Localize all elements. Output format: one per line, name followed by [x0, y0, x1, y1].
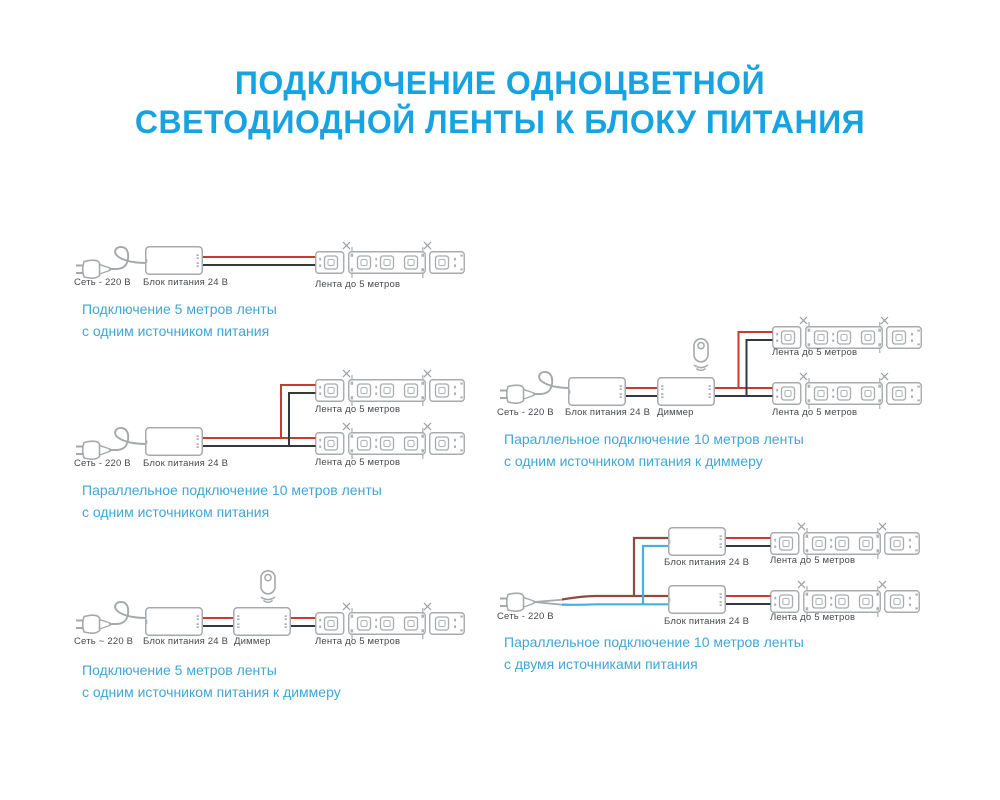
- led-strip: [316, 603, 465, 638]
- strip-label: Лента до 5 метров: [315, 457, 401, 468]
- psu-box: [145, 247, 202, 275]
- plug-icon: [500, 385, 534, 403]
- page-title-line1: ПОДКЛЮЧЕНИЕ ОДНОЦВЕТНОЙ: [234, 65, 766, 101]
- led-strip: [316, 242, 465, 277]
- strip-label: Лента до 5 метров: [770, 555, 856, 566]
- caption-line1: Параллельное подключение 10 метров ленты: [504, 634, 804, 650]
- mains-label: Сеть - 220 В: [74, 458, 131, 469]
- remote-icon: [694, 339, 708, 371]
- mains-label: Сеть - 220 В: [497, 611, 554, 622]
- diagram-5-caption: [504, 631, 804, 675]
- diagram-3-caption: [82, 659, 341, 703]
- psu-box: [668, 586, 725, 614]
- plug-icon: [76, 615, 110, 633]
- plug-icon: [500, 593, 534, 611]
- power-cord: [110, 247, 145, 269]
- page-title-line2: СВЕТОДИОДНОЙ ЛЕНТЫ К БЛОКУ ПИТАНИЯ: [134, 104, 866, 140]
- strip-label: Лента до 5 метров: [315, 279, 401, 290]
- power-cord: [534, 372, 569, 394]
- strip-label: Лента до 5 метров: [772, 407, 858, 418]
- led-strip: [316, 370, 465, 405]
- strip-label: Лента до 5 метров: [772, 347, 858, 358]
- psu-box: [568, 378, 625, 406]
- psu-box: [668, 528, 725, 556]
- psu-box: [145, 428, 202, 456]
- power-cord: [110, 428, 145, 450]
- diagram-5-graphics: [500, 523, 919, 616]
- psu-label: Блок питания 24 В: [143, 277, 229, 288]
- psu-label: Блок питания 24 В: [664, 557, 750, 568]
- diagram-1-graphics: [76, 242, 464, 278]
- caption-line1: Подключение 5 метров ленты: [82, 301, 277, 317]
- psu-label: Блок питания 24 В: [143, 458, 229, 469]
- diagram-1-caption: [82, 298, 277, 342]
- mains-label: Сеть - 220 В: [74, 277, 131, 288]
- caption-line2: с одним источником питания к диммеру: [82, 684, 341, 700]
- wire-brown: [562, 538, 668, 600]
- dimmer-box: [658, 378, 715, 406]
- led-strip: [773, 373, 922, 408]
- psu-box: [145, 608, 202, 636]
- diagram-4-caption: [504, 428, 804, 472]
- diagram-2-caption: [82, 479, 382, 523]
- plug-icon: [76, 260, 110, 278]
- diagram-3-graphics: [76, 571, 464, 639]
- caption-line2: с одним источником питания: [82, 323, 270, 339]
- psu-label: Блок питания 24 В: [143, 636, 229, 647]
- strip-label: Лента до 5 метров: [770, 612, 856, 623]
- dimmer-box: [234, 608, 291, 636]
- caption-line1: Подключение 5 метров ленты: [82, 662, 277, 678]
- power-cord: [110, 602, 145, 624]
- mains-label: Сеть - 220 В: [497, 407, 554, 418]
- dimmer-label: Диммер: [657, 407, 694, 418]
- diagram-2-graphics: [76, 370, 464, 459]
- plug-icon: [76, 441, 110, 459]
- led-strip: [771, 523, 920, 558]
- mains-label: Сеть ~ 220 В: [74, 636, 134, 647]
- led-strip: [316, 423, 465, 458]
- diagram-4-graphics: [500, 317, 921, 408]
- power-cord: [534, 600, 563, 605]
- dimmer-label: Диммер: [234, 636, 271, 647]
- psu-label: Блок питания 24 В: [565, 407, 651, 418]
- caption-line1: Параллельное подключение 10 метров ленты: [82, 482, 382, 498]
- strip-label: Лента до 5 метров: [315, 636, 401, 647]
- remote-icon: [261, 571, 275, 603]
- caption-line2: с одним источником питания к диммеру: [504, 453, 763, 469]
- caption-line2: с одним источником питания: [82, 504, 270, 520]
- caption-line2: с двумя источниками питания: [504, 656, 698, 672]
- strip-label: Лента до 5 метров: [315, 404, 401, 415]
- caption-line1: Параллельное подключение 10 метров ленты: [504, 431, 804, 447]
- psu-label: Блок питания 24 В: [664, 616, 750, 627]
